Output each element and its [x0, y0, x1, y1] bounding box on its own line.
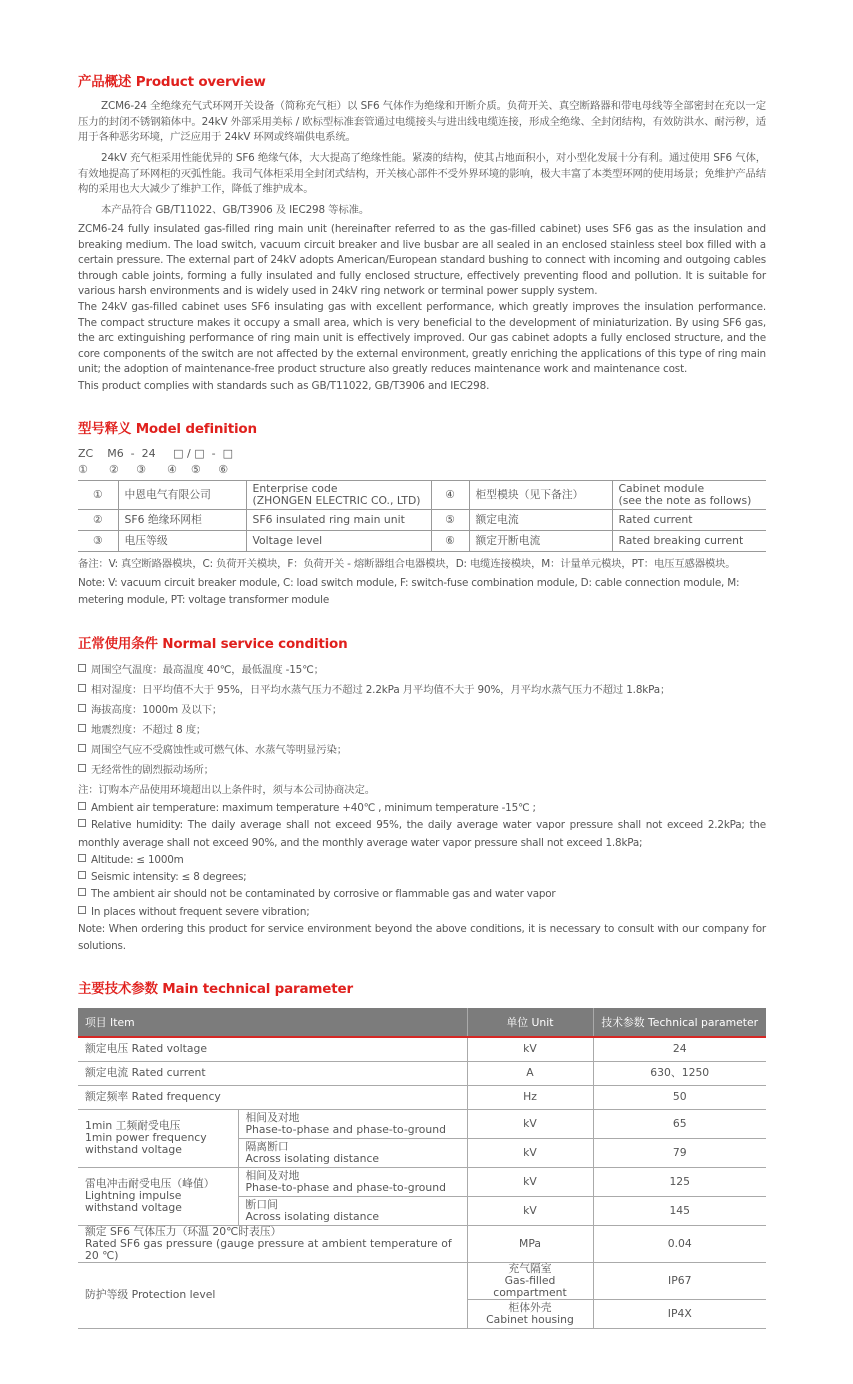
table-row	[78, 1262, 766, 1299]
param-value: 50	[593, 1085, 766, 1109]
model-code-line: ZC M6 - 24 □ / □ - □	[78, 447, 233, 460]
model-row-en: SF6 insulated ring main unit	[246, 510, 431, 531]
param-unit: Hz	[467, 1085, 593, 1109]
bullet-square-icon	[78, 744, 86, 752]
param-group-cn: 1min 工频耐受电压	[85, 1119, 181, 1132]
model-row-en-line: (ZHONGEN ELECTRIC CO., LTD)	[252, 494, 421, 507]
bullet-square-icon	[78, 684, 86, 692]
service-en-list	[78, 800, 766, 956]
list-item: 周围空气温度：最高温度 40℃，最低温度 -15℃；	[78, 660, 766, 680]
param-sub-en: Cabinet housing	[486, 1312, 574, 1326]
model-row-en	[612, 481, 766, 510]
overview-cn-paragraph-1: ZCM6-24 全绝缘充气式环网开关设备（简称充气柜）以 SF6 气体作为绝缘和开断介质。负荷开关、真空断路器和带电母线等全部密封在充以一定压力的封闭不锈钢箱体中。24kV 外部采用美标 / 欧标型标准套管通过电缆接头与进出线电缆连接，形成全绝缘、全封闭结构，有效防洪水、耐污秽，适用于各种恶劣环境，广泛应用于 24kV 环网或终端供电系统。	[78, 100, 766, 144]
service-heading: 正常使用条件 Normal service condition	[78, 636, 348, 652]
bullet-square-icon	[78, 724, 86, 732]
bullet-square-icon	[78, 664, 86, 672]
list-item: In places without frequent severe vibration;	[78, 904, 766, 921]
param-value: 125	[593, 1167, 766, 1196]
table-row	[78, 1167, 766, 1196]
param-sub-en: Across isolating distance	[245, 1209, 380, 1223]
param-sub-cn: 充气隔室	[508, 1261, 552, 1275]
params-heading: 主要技术参数 Main technical parameter	[78, 981, 353, 997]
param-value: 24	[593, 1037, 766, 1061]
param-unit: kV	[467, 1138, 593, 1167]
table-row	[78, 510, 766, 531]
model-note-en: Note: V: vacuum circuit breaker module, C: load switch module, F: switch-fuse combination module, D: cable connection module, M: metering module, PT: voltage transformer module	[78, 577, 740, 606]
model-row-en: Voltage level	[246, 531, 431, 552]
bullet-square-icon	[78, 819, 86, 827]
overview-cn-paragraph-2: 24kV 充气柜采用性能优异的 SF6 绝缘气体，大大提高了绝缘性能。紧凑的结构，使其占地面积小，对小型化发展十分有利。通过使用 SF6 气体，有效地提高了环网柜的灭弧性能。我司气体柜采用全封闭式结构，开关核心部件不受外界环境的影响，极大丰富了本类型环网的使用场景；免维护产品结构的采用也大大减少了维护工作，降低了维护成本。	[78, 152, 766, 196]
param-unit: MPa	[467, 1225, 593, 1262]
model-row-en	[246, 481, 431, 510]
service-cn-list	[78, 660, 766, 800]
parameter-table	[78, 1008, 766, 1329]
table-row	[78, 481, 766, 510]
param-sub-cn: 断口间	[245, 1197, 278, 1211]
overview-cn-paragraph-3: 本产品符合 GB/T11022、GB/T3906 及 IEC298 等标准。	[101, 204, 370, 216]
model-row-cn: 电压等级	[118, 531, 246, 552]
list-item: 无经常性的剧烈振动场所；	[78, 760, 766, 780]
param-item	[78, 1225, 467, 1262]
param-group-cn: 雷电冲击耐受电压（峰值）	[85, 1177, 215, 1190]
bullet-square-icon	[78, 764, 86, 772]
param-sub-item	[238, 1138, 467, 1167]
param-group-label	[78, 1167, 238, 1225]
param-sub-cn: 柜体外壳	[508, 1300, 552, 1314]
table-row	[78, 1037, 766, 1061]
param-sub-en: Across isolating distance	[245, 1151, 380, 1165]
param-unit: kV	[467, 1167, 593, 1196]
model-row-number: ⑤	[431, 510, 469, 531]
bullet-square-icon	[78, 704, 86, 712]
model-row-en-line: (see the note as follows)	[618, 494, 752, 507]
param-item: 防护等级 Protection level	[78, 1262, 467, 1328]
param-item-en: Rated SF6 gas pressure (gauge pressure at ambient temperature of 20 ℃)	[85, 1236, 452, 1262]
param-sub-item	[238, 1167, 467, 1196]
param-unit: kV	[467, 1037, 593, 1061]
list-item: 地震烈度：不超过 8 度；	[78, 720, 766, 740]
table-row	[78, 1061, 766, 1085]
param-value: IP67	[593, 1262, 766, 1299]
param-unit: A	[467, 1061, 593, 1085]
service-cn-note: 注：订购本产品使用环境超出以上条件时，须与本公司协商决定。	[78, 784, 375, 796]
table-row	[78, 1109, 766, 1138]
table-row	[78, 1225, 766, 1262]
param-sub-cn: 相间及对地	[245, 1168, 300, 1182]
model-row-number: ②	[78, 510, 118, 531]
model-note-cn: 备注：V: 真空断路器模块，C: 负荷开关模块，F：负荷开关 - 熔断器组合电器模块，D: 电缆连接模块，M：计量单元模块，PT：电压互感器模块。	[78, 558, 736, 570]
param-sub-item	[467, 1299, 593, 1328]
bullet-square-icon	[78, 888, 86, 896]
service-en-note: Note: When ordering this product for service environment beyond the above conditions, it is necessary to consult with our company for solutions.	[78, 923, 766, 953]
list-item: Seismic intensity: ≤ 8 degrees;	[78, 869, 766, 886]
model-row-cn: 柜型模块（见下备注）	[469, 481, 612, 510]
bullet-square-icon	[78, 854, 86, 862]
overview-heading: 产品概述 Product overview	[78, 74, 266, 90]
model-row-number: ①	[78, 481, 118, 510]
param-group-en: 1min power frequency withstand voltage	[85, 1131, 207, 1156]
param-value: 145	[593, 1196, 766, 1225]
column-header-unit: 单位 Unit	[467, 1008, 593, 1037]
param-sub-item	[238, 1196, 467, 1225]
model-definition-table	[78, 480, 766, 552]
param-group-label	[78, 1109, 238, 1167]
param-item: 额定电压 Rated voltage	[78, 1037, 467, 1061]
list-item: Ambient air temperature: maximum temperature +40℃ , minimum temperature -15℃ ;	[78, 800, 766, 817]
list-item: The ambient air should not be contaminated by corrosive or flammable gas and water vapor	[78, 886, 766, 903]
model-row-en: Rated breaking current	[612, 531, 766, 552]
overview-en-paragraph-1: ZCM6-24 fully insulated gas-filled ring main unit (hereinafter referred to as the gas-filled cabinet) uses SF6 gas as the insulation and breaking medium. The load switch, vacuum circuit breaker and live busbar are all sealed in an enclosed stainless steel box filled with a certain pressure. The external part of 24kV adopts American/European standard bushing to connect with incoming and outgoing cables through cable joints, forming a fully insulated and fully enclosed structure, effectively preventing flood and pollution. It is suitable for various harsh environments and is widely used in 24kV ring network or terminal power supply system.	[78, 223, 766, 298]
param-sub-item	[467, 1262, 593, 1299]
model-row-en: Rated current	[612, 510, 766, 531]
model-row-number: ⑥	[431, 531, 469, 552]
param-sub-en: Gas-filled compartment	[493, 1273, 567, 1299]
param-item-cn: 额定 SF6 气体压力（环温 20℃时表压）	[85, 1224, 282, 1238]
list-item: 周围空气应不受腐蚀性或可燃气体、水蒸气等明显污染；	[78, 740, 766, 760]
column-header-item: 项目 Item	[78, 1008, 467, 1037]
param-group-en: Lightning impulse withstand voltage	[85, 1189, 182, 1214]
bullet-square-icon	[78, 906, 86, 914]
param-unit: kV	[467, 1196, 593, 1225]
param-value: 65	[593, 1109, 766, 1138]
param-item: 额定电流 Rated current	[78, 1061, 467, 1085]
param-item: 额定频率 Rated frequency	[78, 1085, 467, 1109]
param-sub-en: Phase-to-phase and phase-to-ground	[245, 1122, 446, 1136]
model-row-cn: SF6 绝缘环网柜	[118, 510, 246, 531]
model-row-en-line: Enterprise code	[252, 482, 338, 495]
param-sub-item	[238, 1109, 467, 1138]
param-value: IP4X	[593, 1299, 766, 1328]
table-row	[78, 1085, 766, 1109]
list-item: 海拔高度：1000m 及以下；	[78, 700, 766, 720]
param-unit: kV	[467, 1109, 593, 1138]
model-heading: 型号释义 Model definition	[78, 421, 257, 437]
bullet-square-icon	[78, 871, 86, 879]
overview-en-paragraph-2: The 24kV gas-filled cabinet uses SF6 insulating gas with excellent performance, which greatly improves the insulation performance. The compact structure makes it occupy a small area, which is very beneficial to the development of miniaturization. By using SF6 gas, the arc extinguishing performance of ring main unit is effectively improved. Our gas cabinet adopts a fully enclosed structure, and the core components of the switch are not affected by the external environment, greatly enriching the applications of this type of ring main unit; the adoption of maintenance-free product structure also greatly reduces maintenance work and maintenance cost.	[78, 301, 766, 376]
model-row-number: ④	[431, 481, 469, 510]
model-row-cn: 额定开断电流	[469, 531, 612, 552]
table-header-row	[78, 1008, 766, 1037]
param-sub-en: Phase-to-phase and phase-to-ground	[245, 1180, 446, 1194]
model-row-cn: 额定电流	[469, 510, 612, 531]
list-item: Altitude: ≤ 1000m	[78, 852, 766, 869]
column-header-value: 技术参数 Technical parameter	[593, 1008, 766, 1037]
param-value: 0.04	[593, 1225, 766, 1262]
param-sub-cn: 隔离断口	[245, 1139, 289, 1153]
bullet-square-icon	[78, 802, 86, 810]
overview-en-paragraph-3: This product complies with standards such as GB/T11022, GB/T3906 and IEC298.	[78, 380, 490, 392]
param-value: 79	[593, 1138, 766, 1167]
list-item: 相对湿度：日平均值不大于 95%，日平均水蒸气压力不超过 2.2kPa 月平均值不大于 90%，月平均水蒸气压力不超过 1.8kPa；	[78, 680, 766, 700]
model-row-cn: 中恩电气有限公司	[118, 481, 246, 510]
table-row	[78, 531, 766, 552]
param-sub-cn: 相间及对地	[245, 1110, 300, 1124]
list-item: Relative humidity: The daily average shall not exceed 95%, the daily average water vapor pressure shall not exceed 2.2kPa; the monthly average shall not exceed 90%, and the monthly average water vapor pressure shall not exceed 1.8kPa;	[78, 819, 766, 849]
model-row-en-line: Cabinet module	[618, 482, 705, 495]
param-value: 630、1250	[593, 1061, 766, 1085]
model-number-line: ① ② ③ ④ ⑤ ⑥	[78, 463, 229, 476]
model-row-number: ③	[78, 531, 118, 552]
